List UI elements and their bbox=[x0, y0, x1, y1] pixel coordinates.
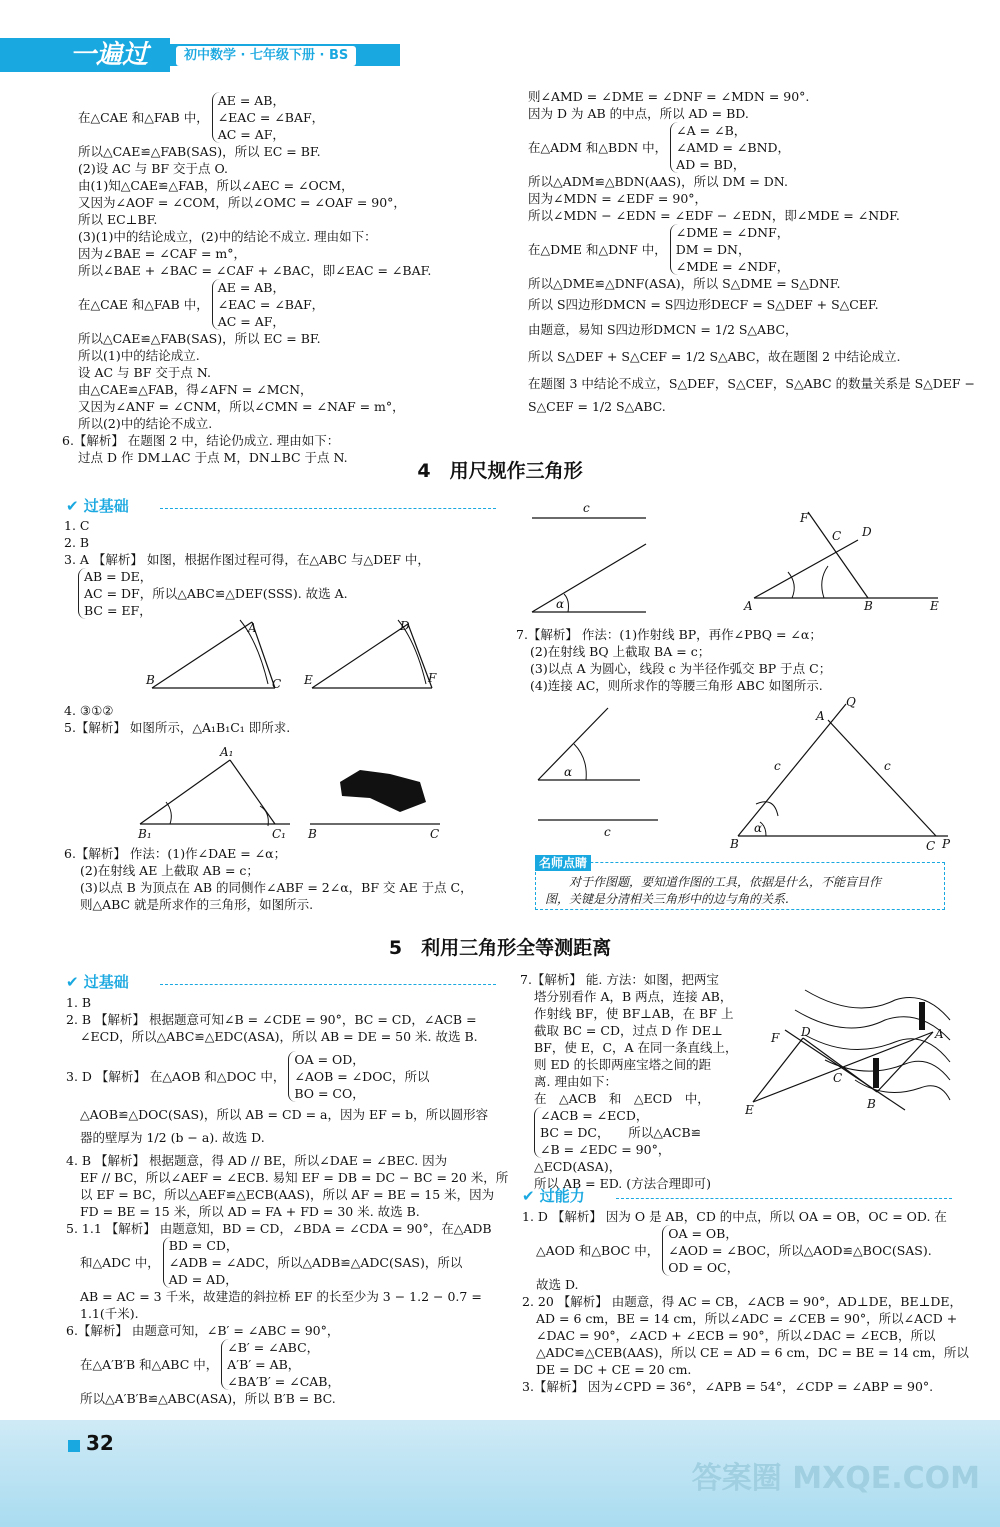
text-line: ∠B = ∠EDC = 90°， bbox=[540, 1142, 671, 1157]
text-line: FD = BE = 15 米，所以 AD = FA + FD = 30 米. 故选 B. bbox=[80, 1204, 420, 1219]
text-line: OD = OC， bbox=[668, 1260, 740, 1275]
label-F: F bbox=[800, 511, 809, 525]
section-5-right-q7 bbox=[520, 971, 760, 1192]
label-P: P bbox=[942, 837, 951, 851]
text-line: 则∠AMD = ∠DME = ∠DNF = ∠MDN = 90°. bbox=[528, 89, 810, 104]
label-alpha: α bbox=[556, 597, 565, 611]
top-right-solution bbox=[528, 88, 976, 415]
figure-pagoda-distance bbox=[745, 980, 955, 1120]
text-line: AB = DE， bbox=[84, 569, 153, 584]
text-line: 由题意，易知 S四边形DMCN = 1/2 S△ABC， bbox=[528, 322, 798, 337]
text-line: 所以(2)中的结论不成立. bbox=[78, 416, 213, 431]
text-line: (4)连接 AC，则所求作的等腰三角形 ABC 如图所示. bbox=[530, 678, 823, 693]
subsection-divider bbox=[160, 508, 496, 509]
text-line: DE = DC + CE = 20 cm. bbox=[536, 1362, 692, 1377]
brace-system bbox=[221, 1339, 340, 1390]
text-line: 6.【解析】 在题图 2 中，结论仍成立. 理由如下： bbox=[62, 433, 340, 448]
label-A1: A₁ bbox=[220, 745, 234, 759]
text-line: 截取 BC = CD，过点 D 作 DE⊥ bbox=[534, 1023, 723, 1038]
label-D: D bbox=[400, 619, 410, 633]
text-line: 故选 D. bbox=[536, 1277, 579, 1292]
text-line: 所以 S△DEF + S△CEF = 1/2 S△ABC，故在题图 2 中结论成立. bbox=[528, 349, 901, 364]
text-line: ∠ACB = ∠ECD， bbox=[540, 1108, 649, 1123]
label-C: C bbox=[833, 1071, 843, 1085]
text-line: AC = AF， bbox=[217, 314, 285, 329]
text-line: △AOB≌△DOC(SAS)，所以 AB = CD = a，因为 EF = b，所以圆形容 bbox=[80, 1107, 489, 1122]
label-alpha: α bbox=[754, 821, 763, 835]
text-line: ∠AOD = ∠BOC，所以△AOD≌△BOC(SAS). bbox=[668, 1243, 932, 1258]
brace-system bbox=[212, 92, 324, 143]
text-line: ∠DME = ∠DNF， bbox=[675, 225, 790, 240]
text-line: ∠DAC = 90°，∠ACD + ∠ECB = 90°，所以∠DAC = ∠ECB，所以 bbox=[536, 1328, 936, 1343]
system-block bbox=[66, 1237, 506, 1288]
subsection-label: 过能力 bbox=[539, 1187, 585, 1205]
text-line: 和△ADC 中， bbox=[80, 1255, 160, 1270]
text-line: (2)在射线 AE 上截取 AB = c； bbox=[80, 863, 259, 878]
label-D: D bbox=[801, 1025, 811, 1039]
text-line: 过点 D 作 DM⊥AC 于点 M，DN⊥BC 于点 N. bbox=[78, 450, 348, 465]
label-B1: B₁ bbox=[138, 827, 152, 841]
text-line: 所以 EC⊥BF. bbox=[78, 212, 158, 227]
label-B: B bbox=[146, 673, 155, 687]
label-B: B bbox=[864, 599, 873, 613]
label-C1: C₁ bbox=[272, 827, 286, 841]
text-line: △AOD 和△BOC 中， bbox=[536, 1243, 660, 1258]
answer-line: 3. D 【解析】 在△AOB 和△DOC 中， bbox=[66, 1069, 286, 1084]
text-line: 又因为∠AOF = ∠COM，所以∠OMC = ∠OAF = 90°， bbox=[78, 195, 406, 210]
text-line: BC = DC， 所以△ACB≌ bbox=[540, 1125, 702, 1140]
tip-line: 图，关键是分清相关三角形中的边与角的关系. bbox=[545, 892, 789, 906]
text-line: DM = DN， bbox=[675, 242, 751, 257]
text-line: OA = OB， bbox=[668, 1226, 738, 1241]
answer-line: 4. B 【解析】 根据题意，得 AD // BE，所以∠DAE = ∠BEC. 因为 bbox=[66, 1153, 448, 1168]
section-4-left-3 bbox=[64, 845, 514, 913]
text-line: ∠ECD，所以△ABC≌△EDC(ASA)，所以 AB = DE = 50 米. 故选 B. bbox=[80, 1029, 478, 1044]
figure-segment-and-angle bbox=[528, 500, 948, 620]
section-4-left bbox=[64, 517, 504, 619]
label-A: A bbox=[935, 1027, 944, 1041]
text-line: A′B′ = AB， bbox=[227, 1357, 301, 1372]
system-block bbox=[522, 1225, 962, 1276]
section-4-left-2 bbox=[64, 702, 504, 736]
system-block bbox=[528, 122, 968, 173]
text-line: ∠EAC = ∠BAF， bbox=[217, 110, 325, 125]
answer-line: 2. B 【解析】 根据题意可知∠B = ∠CDE = 90°，BC = CD，∠ACB = bbox=[66, 1012, 477, 1027]
text-line: 由(1)知△CAE≌△FAB，所以∠AEC = ∠OCM， bbox=[78, 178, 354, 193]
text-line: BO = CO， bbox=[294, 1086, 365, 1101]
answer-line: 6.【解析】 由题意可知，∠B′ = ∠ABC = 90°， bbox=[66, 1323, 340, 1338]
text-line: 所以△A′B′B≌△ABC(ASA)，所以 B′B = BC. bbox=[80, 1391, 336, 1406]
system-block bbox=[66, 1051, 506, 1102]
text-line: 所以∠MDN − ∠EDN = ∠EDF − ∠EDN，即∠MDE = ∠NDF. bbox=[528, 208, 900, 223]
text-line: 1.1(千米). bbox=[80, 1306, 139, 1321]
answer-line: 1. B bbox=[66, 995, 92, 1010]
answer-line: 4. ③①② bbox=[64, 703, 114, 718]
label-c: c bbox=[884, 759, 891, 773]
subsection-label: 过基础 bbox=[83, 973, 129, 991]
text-line: 又因为∠ANF = ∠CNM，所以∠CMN = ∠NAF = m°， bbox=[78, 399, 405, 414]
answer-line: 7.【解析】 能. 方法：如图，把两宝 bbox=[520, 972, 719, 987]
page-header bbox=[0, 0, 1000, 82]
text-line: AC = AF， bbox=[217, 127, 285, 142]
text-line: 在△ADM 和△BDN 中， bbox=[528, 140, 668, 155]
text-line: 因为 D 为 AB 的中点，所以 AD = BD. bbox=[528, 106, 749, 121]
series-label: 初中数学 · 七年级下册 · BS bbox=[176, 46, 356, 66]
text-line: 设 AC 与 BF 交于点 N. bbox=[78, 365, 211, 380]
text-line: 在△CAE 和△FAB 中， bbox=[78, 110, 209, 125]
label-c: c bbox=[774, 759, 781, 773]
brace-system bbox=[670, 122, 790, 173]
text-line: 所以△DME≌△DNF(ASA)，所以 S△DME = S△DNF. bbox=[528, 276, 841, 291]
page-number: 32 bbox=[86, 1431, 114, 1455]
text-line: (2)设 AC 与 BF 交于点 O. bbox=[78, 161, 229, 176]
text-line: 则 ED 的长即两座宝塔之间的距 bbox=[534, 1057, 712, 1072]
text-line: 在△CAE 和△FAB 中， bbox=[78, 297, 209, 312]
label-c: c bbox=[604, 825, 611, 839]
text-line: (2)在射线 BQ 上截取 BA = c； bbox=[530, 644, 711, 659]
text-line: BF，使 E，C，A 在同一条直线上， bbox=[534, 1040, 738, 1055]
answer-line: 5.【解析】 如图所示，△A₁B₁C₁ 即所求. bbox=[64, 720, 291, 735]
label-E: E bbox=[930, 599, 939, 613]
label-A: A bbox=[744, 599, 753, 613]
label-B: B bbox=[867, 1097, 876, 1111]
watermark: 答案圈 MXQE.COM bbox=[691, 1461, 980, 1496]
text-line: AD = AD， bbox=[168, 1272, 238, 1287]
system-block bbox=[78, 92, 498, 143]
text-line: ∠EAC = ∠BAF， bbox=[217, 297, 325, 312]
text-line: (3)以点 A 为圆心，线段 c 为半径作弧交 BP 于点 C； bbox=[530, 661, 832, 676]
label-E: E bbox=[304, 673, 313, 687]
page-number-marker bbox=[68, 1440, 80, 1452]
label-B: B bbox=[730, 837, 739, 851]
figure-isosceles-construction bbox=[528, 696, 958, 852]
answer-line: 2. B bbox=[64, 535, 90, 550]
text-line: 作射线 BF，使 BF⊥AB，在 BF 上 bbox=[534, 1006, 734, 1021]
label-B: B bbox=[308, 827, 317, 841]
text-line: AE = AB， bbox=[217, 93, 285, 108]
text-line: BC = EF， bbox=[84, 603, 152, 618]
section-5-title: 5 利用三角形全等测距离 bbox=[388, 937, 612, 959]
label-Q: Q bbox=[846, 696, 856, 709]
section-5-ability bbox=[522, 1208, 969, 1395]
brace-system bbox=[534, 1107, 701, 1158]
label-A: A bbox=[248, 621, 257, 635]
answer-line: 5. 1.1 【解析】 由题意知，BD = CD，∠BDA = ∠CDA = 90°，在△ADB bbox=[66, 1221, 492, 1236]
text-line: △ADC≌△CEB(AAS)，所以 CE = AD = 6 cm，DC = BE = 14 cm，所以 bbox=[536, 1345, 969, 1360]
text-line: 所以△CAE≌△FAB(SAS)，所以 EC = BF. bbox=[78, 144, 321, 159]
label-F: F bbox=[428, 671, 437, 685]
text-line: 所以 AB = ED. (方法合理即可) bbox=[534, 1176, 712, 1191]
label-E: E bbox=[745, 1103, 754, 1117]
brace-system bbox=[662, 1225, 932, 1276]
subsection-ability: ✔ 过能力 bbox=[522, 1187, 585, 1205]
label-C: C bbox=[832, 529, 842, 543]
section-4-title: 4 用尺规作三角形 bbox=[417, 460, 583, 482]
subsection-divider bbox=[616, 1198, 952, 1199]
text-line: 所以 S四边形DMCN = S四边形DECF = S△DEF + S△CEF. bbox=[528, 297, 879, 312]
text-line: 由△CAE≌△FAB，得∠AFN = ∠MCN， bbox=[78, 382, 313, 397]
text-line: AD = BD， bbox=[676, 157, 746, 172]
text-line: 在题图 3 中结论不成立，S△DEF，S△CEF，S△ABC 的数量关系是 S△DEF − bbox=[528, 376, 976, 391]
text-line: ∠B′ = ∠ABC， bbox=[227, 1340, 320, 1355]
text-line: 所以(1)中的结论成立. bbox=[78, 348, 200, 363]
label-alpha: α bbox=[564, 765, 573, 779]
brace-system bbox=[670, 224, 789, 275]
figure-sss-triangles bbox=[140, 612, 450, 702]
brace-system bbox=[212, 279, 324, 330]
text-line: 在△A′B′B 和△ABC 中， bbox=[80, 1357, 219, 1372]
label-F: F bbox=[771, 1031, 780, 1045]
label-A: A bbox=[816, 709, 825, 723]
answer-line: 3.【解析】 因为∠CPD = 36°，∠APB = 54°，∠CDP = ∠ABP = 90°. bbox=[522, 1379, 934, 1394]
text-line: 所以∠BAE + ∠BAC = ∠CAF + ∠BAC，即∠EAC = ∠BAF. bbox=[78, 263, 432, 278]
text-line: EF // BC，所以∠AEF = ∠ECB. 易知 EF = DB = DC − BC = 20 米，所 bbox=[80, 1170, 509, 1185]
text-line: 在△DME 和△DNF 中， bbox=[528, 242, 667, 257]
label-c: c bbox=[583, 501, 590, 515]
subsection-label: 过基础 bbox=[83, 497, 129, 515]
text-line: S△CEF = 1/2 S△ABC. bbox=[528, 399, 666, 414]
text-line: AC = DF，所以△ABC≌△DEF(SSS). 故选 A. bbox=[84, 586, 348, 601]
label-C: C bbox=[926, 839, 936, 852]
text-line: BD = CD， bbox=[168, 1238, 239, 1253]
answer-line: 2. 20 【解析】 由题意，得 AC = CB，∠ACB = 90°，AD⊥DE，BE⊥DE， bbox=[522, 1294, 962, 1309]
subsection-basic: ✔ 过基础 bbox=[66, 497, 129, 515]
text-line: AB = AC = 3 千米，故建造的斜拉桥 EF 的长至少为 3 − 1.2 − 0.7 = bbox=[80, 1289, 482, 1304]
text-line: ∠MDE = ∠NDF， bbox=[675, 259, 790, 274]
text-line: (3)(1)中的结论成立，(2)中的结论不成立. 理由如下： bbox=[78, 229, 377, 244]
section-4-right bbox=[516, 626, 956, 694]
system-block bbox=[66, 1339, 506, 1390]
teacher-tip-tag: 名师点睛 bbox=[535, 855, 591, 871]
text-line: △ECD(ASA)， bbox=[534, 1159, 622, 1174]
teacher-tip-text bbox=[545, 874, 945, 908]
subsection-basic: ✔ 过基础 bbox=[66, 973, 129, 991]
text-line: 所以△ADM≌△BDN(AAS)，所以 DM = DN. bbox=[528, 174, 788, 189]
subsection-divider bbox=[160, 984, 496, 985]
text-line: 因为∠BAE = ∠CAF = m°， bbox=[78, 246, 246, 261]
text-line: OA = OD， bbox=[294, 1052, 365, 1067]
text-line: 离. 理由如下： bbox=[534, 1074, 617, 1089]
text-line: ∠AMD = ∠BND， bbox=[676, 140, 791, 155]
text-line: (3)以点 B 为顶点在 AB 的同侧作∠ABF = 2∠α，BF 交 AE 于点 C， bbox=[80, 880, 473, 895]
brand-logo: 一遍过 bbox=[0, 38, 170, 72]
brace-system bbox=[163, 1237, 463, 1288]
label-C: C bbox=[272, 677, 282, 691]
tip-line: 对于作图题，要知道作图的工具，依据是什么，不能盲目作 bbox=[569, 875, 882, 889]
text-line: 因为∠MDN = ∠EDF = 90°， bbox=[528, 191, 708, 206]
text-line: 以 EF = BC，所以△AEF≌△ECB(AAS)，所以 AF = BE = 15 米，因为 bbox=[80, 1187, 495, 1202]
text-line: 所以△CAE≌△FAB(SAS)，所以 EC = BF. bbox=[78, 331, 321, 346]
text-line: AE = AB， bbox=[217, 280, 285, 295]
text-line: ∠AOB = ∠DOC，所以 bbox=[294, 1069, 430, 1084]
text-line: ∠ADB = ∠ADC，所以△ADB≌△ADC(SAS)，所以 bbox=[168, 1255, 463, 1270]
label-D: D bbox=[862, 525, 872, 539]
answer-line: 1. D 【解析】 因为 O 是 AB，CD 的中点，所以 OA = OB，OC = OD. 在 bbox=[522, 1209, 947, 1224]
text-line: ∠BA′B′ = ∠CAB， bbox=[227, 1374, 340, 1389]
system-block bbox=[528, 224, 968, 275]
text-line: 在 △ACB 和 △ECD 中， bbox=[534, 1091, 710, 1106]
top-left-solution bbox=[62, 92, 498, 466]
label-C: C bbox=[430, 827, 440, 841]
answer-line: 3. A 【解析】 如图，根据作图过程可得，在△ABC 与△DEF 中， bbox=[64, 552, 430, 567]
text-line: 则△ABC 就是所求作的三角形，如图所示. bbox=[80, 897, 314, 912]
text-line: 塔分别看作 A，B 两点，连接 AB， bbox=[534, 989, 733, 1004]
figure-construction-a1b1c1 bbox=[130, 742, 450, 842]
answer-line: 7.【解析】 作法：(1)作射线 BP，再作∠PBQ = ∠α； bbox=[516, 627, 822, 642]
text-line: ∠A = ∠B， bbox=[676, 123, 747, 138]
answer-line: 6.【解析】 作法：(1)作∠DAE = ∠α； bbox=[64, 846, 287, 861]
section-5-left bbox=[66, 994, 509, 1407]
text-line: 器的壁厚为 1/2 (b − a). 故选 D. bbox=[80, 1130, 265, 1145]
system-block bbox=[78, 279, 498, 330]
text-line: AD = 6 cm，BE = 14 cm，所以∠ADC = ∠CEB = 90°，所以∠ACD + bbox=[536, 1311, 958, 1326]
answer-line: 1. C bbox=[64, 518, 90, 533]
brace-system bbox=[288, 1051, 429, 1102]
